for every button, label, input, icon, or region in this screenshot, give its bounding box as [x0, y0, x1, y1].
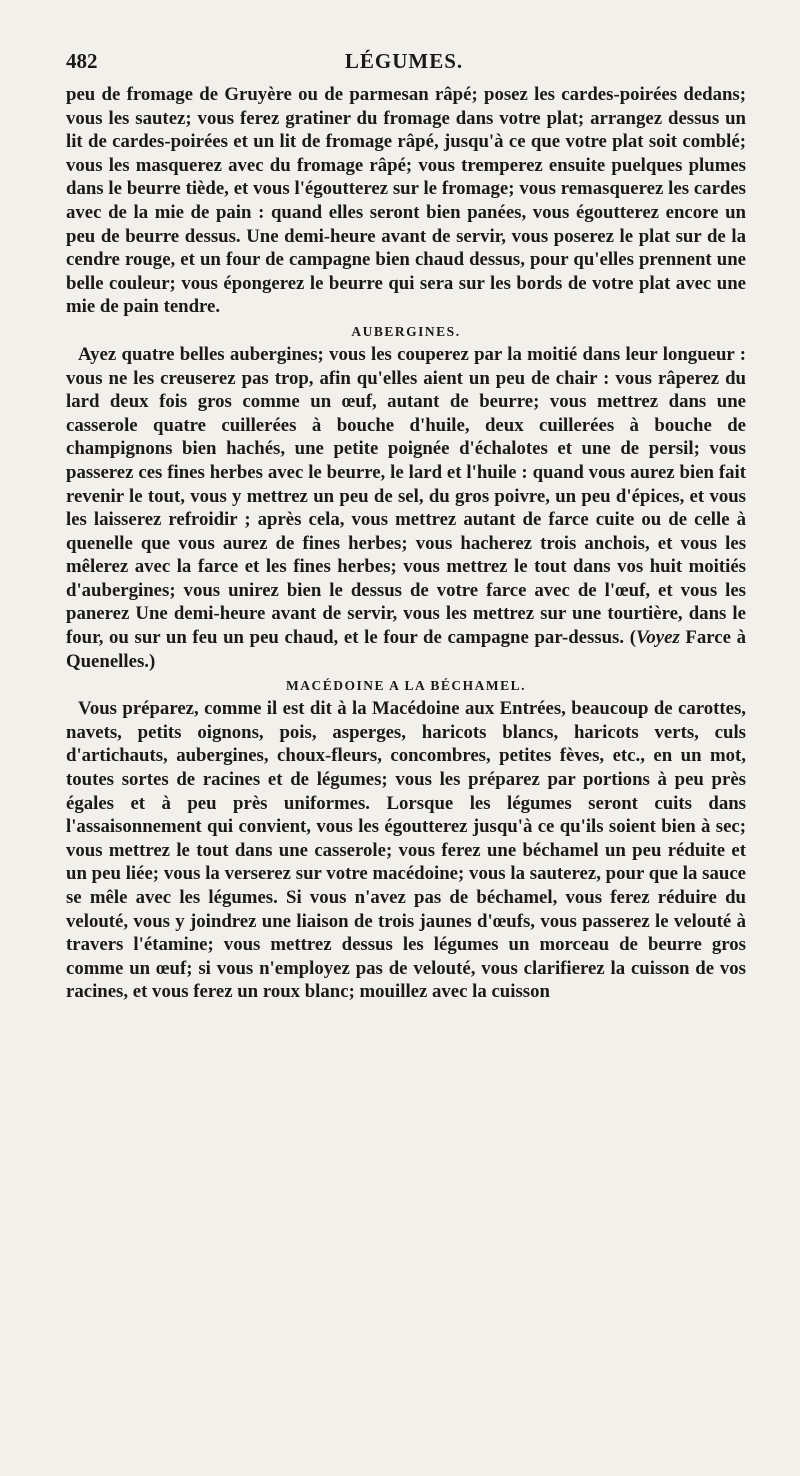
aubergines-text-part1: Ayez quatre belles aubergines; vous les couperez par la moitié dans leur longueur : vous ne les creuserez pas trop, afin qu'elles aient un peu de chair : vous râperez du lard deux fois gros comme un œuf, autant de beurre; vous mettrez dans une casserole quatre cuillerées à bouche d'huile, deux cuillerées à bouche de champignons bien hachés, une petite poignée d'échalotes et une de persil; vous passerez ces fines herbes avec le beurre, le lard et l'huile : quand vous aurez bien fait revenir le tout, vous y mettrez un peu de sel, du gros poivre, un peu d'épices, et vous les laisserez refroidir ; après cela, vous mettrez autant de farce cuite ou de celle à quenelle que vous aurez de fines herbes; vous hacherez trois anchois, et vous les mêlerez avec la farce et les fines herbes; vous mettrez le tout dans vos huit moitiés d'aubergines; vous unirez bien le dessus de votre farce avec de l'œuf, et vous les panerez Une demi-heure avant de servir, vous les mettrez sur une tourtière, dans le four, ou sur un feu un peu chaud, et le four de campagne par-dessus. ( [66, 343, 746, 649]
heading-aubergines: AUBERGINES. [351, 323, 461, 339]
intro-paragraph: peu de fromage de Gruyère ou de parmesan râpé; posez les cardes-poirées dedans; vous les sautez; vous ferez gratiner du fromage dans votre plat; arrangez dessus un lit de cardes-poirées et un lit de fromage râpé, jusqu'à ce que votre plat soit comblé; vous les masquerez avec du fromage râpé; vous tremperez ensuite puelques plumes dans le beurre tiède, et vous l'égoutterez sur le fromage; vous remasquerez les cardes avec de la mie de pain : quand elles seront bien panées, vous égoutterez encore un peu de beurre dessus. Une demi-heure avant de servir, vous poserez le plat sur de la cendre rouge, et un four de campagne bien chaud dessus, pour qu'elles prennent une belle couleur; vous épongerez le beurre qui sera sur les bords de votre plat avec une mie de pain tendre. [66, 84, 746, 318]
aubergines-text-part2: Farce à Quenelles.) [66, 627, 746, 672]
body-text [66, 83, 746, 1004]
macedoine-paragraph: Vous préparez, comme il est dit à la Macédoine aux Entrées, beaucoup de carottes, navets, petits oignons, pois, asperges, haricots blancs, haricots verts, culs d'artichauts, aubergines, choux-fleurs, concombres, petites fèves, etc., en un mot, toutes sortes de racines et de légumes; vous les préparez par portions à peu près égales et à peu près uniformes. Lorsque les légumes seront cuits dans l'assaisonnement qui convient, vous les égoutterez jusqu'à ce qu'ils soient bien à sec; vous mettrez le tout dans une casserole; vous ferez une béchamel un peu réduite et un peu liée; vous la verserez sur votre macédoine; vous la sauterez, pour que la sauce se mêle avec les légumes. Si vous n'avez pas de béchamel, vous ferez réduire du velouté, vous y joindrez une liaison de trois jaunes d'œufs, vous passerez le velouté à travers l'étamine; vous mettrez dessus les légumes un morceau de beurre gros comme un œuf; si vous n'employez pas de velouté, vous clarifierez la cuisson de vos racines, et vous ferez un roux blanc; mouillez avec la cuisson [66, 698, 746, 1003]
page-number: 482 [66, 49, 98, 73]
see-reference: Voyez [635, 627, 680, 649]
heading-macedoine: MACÉDOINE A LA BÉCHAMEL. [285, 678, 527, 694]
running-title: LÉGUMES. [344, 49, 464, 73]
page-header [66, 49, 742, 75]
aubergines-paragraph [66, 343, 746, 673]
